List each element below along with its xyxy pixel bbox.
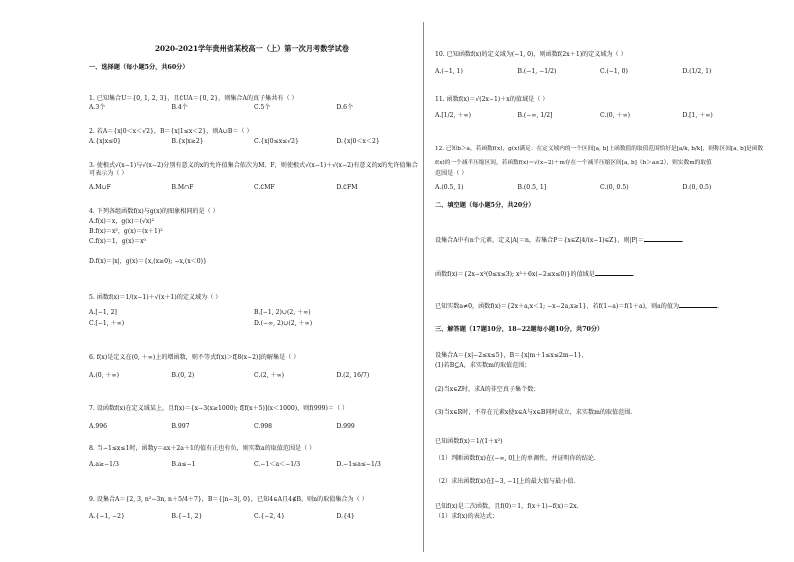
question-4-option-b: B.f(x)＝x²，g(x)＝(x＋1)² xyxy=(89,228,163,235)
question-15-end: . xyxy=(717,303,720,310)
question-9-stem: 9. 设集合A＝{2, 3, n²−3n, n＋5/4＋7}，B＝{|n−3|, 0}，已知4∈A且4∉B，则n的取值集合为（ ） xyxy=(89,496,368,503)
column-divider xyxy=(423,22,424,552)
question-12-stem-end: 范围是（ ） xyxy=(435,170,468,177)
question-14 xyxy=(435,270,765,279)
question-14-end: . xyxy=(632,271,635,278)
option-b: B.{−1, 2} xyxy=(171,513,203,520)
question-19-part-1: （1）求f(x)的表达式； xyxy=(435,513,499,520)
option-a: A.996 xyxy=(89,423,107,430)
option-b: B.[−1, 2)∪(2, ＋∞) xyxy=(254,309,311,316)
question-3-stem-cont: 可表示为（ ） xyxy=(89,170,128,177)
section-choice-heading: 一、选择题（每小题5分，共60分） xyxy=(89,64,189,71)
option-d: D.∁FM xyxy=(336,184,358,191)
question-18-part-2: （2）求出函数f(x)在[−3, −1]上的最大值与最小值. xyxy=(435,478,576,485)
question-1-options xyxy=(89,104,419,112)
option-a: A.(−1, 1) xyxy=(435,68,463,75)
option-c: C.{−2, 4} xyxy=(254,513,285,520)
question-18-part-1: （1）判断函数f(x)在(−∞, 0]上的单调性，并证明你的结论. xyxy=(435,455,596,462)
option-b: B.(−∞, 1/2] xyxy=(517,112,553,119)
question-4-option-d: D.f(x)＝|x|，g(x)＝{x,(x≥0); −x,(x＜0)} xyxy=(89,258,207,265)
question-6-options xyxy=(89,372,419,380)
option-a: A.(0, ＋∞) xyxy=(89,372,120,379)
option-a: A.[−1, 2] xyxy=(89,309,117,316)
option-d: D.6个 xyxy=(336,104,354,111)
option-b: B.(0.5, 1] xyxy=(517,184,547,191)
option-d: D.(−∞, 2)∪(2, ＋∞) xyxy=(254,319,313,327)
question-8-stem: 8. 当−1≤x≤1时，函数y＝ax＋2a＋1的值有正也有负，则实数a的取值范围是（ ） xyxy=(89,445,316,452)
question-12-options xyxy=(435,184,765,192)
option-d: D.(2, 16/7) xyxy=(336,372,370,379)
question-7-options xyxy=(89,423,419,431)
option-c: C.(0, 0.5) xyxy=(600,184,629,191)
option-a: A.a≥−1/3 xyxy=(89,461,119,468)
question-13 xyxy=(435,236,765,245)
question-14-text: 函数f(x)＝{2x−x²(0≤x≤3); x²＋6x(−2≤x≤0)}的值域是 xyxy=(435,271,595,278)
question-4-stem: 4. 下列各组函数f(x)与g(x)的图象相同的是（ ） xyxy=(89,208,219,215)
option-d: D.{4} xyxy=(336,513,355,520)
question-17-part-3: (3)当x∈R时，不存在元素x使x∈A与x∈B同时成立，求实数m的取值范围. xyxy=(435,409,633,416)
option-c: C.[−1, ＋∞) xyxy=(89,319,125,327)
option-d: D.−1≤a≤−1/3 xyxy=(336,461,381,468)
question-5-options xyxy=(89,309,419,328)
option-a: A.3个 xyxy=(89,104,106,111)
option-c: C.998 xyxy=(254,423,273,430)
section-solve-heading: 三、解答题（17题10分，18−22题每小题10分，共70分） xyxy=(435,326,604,333)
question-17-part-1: (1)若B⊆A，求实数m的取值范围； xyxy=(435,362,531,369)
question-15 xyxy=(435,302,765,311)
option-c: C.(−1, 0) xyxy=(600,68,628,75)
question-11-options xyxy=(435,112,765,120)
answer-blank xyxy=(644,236,682,242)
answer-blank xyxy=(595,270,633,276)
option-a: A.{−1, −2} xyxy=(89,513,125,520)
option-c: C.(2, ＋∞) xyxy=(254,372,285,379)
question-3-options xyxy=(89,184,419,192)
question-13-end: . xyxy=(681,237,684,244)
question-12-stem: 12. 已知b＞a，若函数f(x)，g(x)满足：在定义域内的一个区间[a, b]上函数值的取值范围恰好是[a/k, b/k]，则称区间[a, b]是函数 xyxy=(435,146,764,152)
answer-blank xyxy=(679,302,720,310)
option-a: A.[1/2, ＋∞) xyxy=(435,112,471,119)
question-2-stem: 2. 若A＝{x|0＜x＜√2}，B＝{x|1≤x＜2}，则A∪B＝（ ） xyxy=(89,128,253,135)
question-18-stem: 已知函数f(x)＝1/(1＋x²) xyxy=(435,438,503,445)
question-11-stem: 11. 函数f(x)＝√(2x−1)＋x的值域是（ ） xyxy=(435,96,549,103)
option-d: D.(0, 0.5) xyxy=(682,184,712,191)
question-17-part-2: (2)当x∈Z时，求A的非空真子集个数； xyxy=(435,386,540,393)
option-b: B.997 xyxy=(171,423,190,430)
question-12-stem-cont: f(x)的一个减半压缩区间，若函数f(x)＝√(x−2)＋m存在一个减半压缩区间[a, b]（b＞a≥2），则实数m的取值 xyxy=(435,160,712,166)
option-c: C.{x|0≤x≤√2} xyxy=(254,138,299,145)
question-8-options xyxy=(89,461,419,469)
question-6-stem: 6. f(x)是定义在(0, ＋∞)上的增函数，则不等式f(x)＞f[8(x−2)]的解集是（ ） xyxy=(89,354,300,361)
question-7-stem: 7. 设函数f(x)在定义域某上，且f(x)＝{x−3(x≥1000); f[f(x＋5)](x＜1000)，则f(999)＝（ ） xyxy=(89,405,349,412)
question-2-options xyxy=(89,138,419,146)
option-b: B.(−1, −1/2) xyxy=(517,68,557,75)
question-15-text: 已知实数a≠0，函数f(x)＝{2x＋a,x＜1; −x−2a,x≥1}，若f(1−a)＝f(1＋a)，则a的值为 xyxy=(435,303,680,310)
option-b: B.M∩F xyxy=(171,184,194,191)
option-b: B.4个 xyxy=(171,104,188,111)
question-10-options xyxy=(435,68,765,76)
question-3-stem: 3. 使根式√(x−1)与√(x−2)分别有意义的x的允许值集合依次为M、F，则使根式√(x−1)＋√(x−2)有意义的x的允许值集合 xyxy=(89,162,418,169)
question-10-stem: 10. 已知函数f(x)的定义域为(−1, 0)，则函数f(2x＋1)的定义域为（ ） xyxy=(435,51,627,58)
question-9-options xyxy=(89,513,419,521)
option-d: D.999 xyxy=(336,423,355,430)
option-d: D.{x|0＜x＜2} xyxy=(336,138,380,145)
option-c: C.(0, ＋∞) xyxy=(600,112,631,119)
section-fill-heading: 二、填空题（每小题5分，共20分） xyxy=(435,202,535,209)
question-5-stem: 5. 函数f(x)＝1/(x−1)＋√(x＋1)的定义域为（ ） xyxy=(89,294,222,301)
option-b: B.{x|x≥2} xyxy=(171,138,204,145)
option-d: D.(1/2, 1) xyxy=(682,68,712,75)
question-4-option-a: A.f(x)＝x，g(x)＝(√x)² xyxy=(89,218,155,225)
option-c: C.∁MF xyxy=(254,184,275,191)
option-c: C.5个 xyxy=(254,104,271,111)
option-d: D.[1, ＋∞) xyxy=(682,112,713,119)
question-19-stem: 已知f(x)是二次函数，且f(0)＝1，f(x＋1)−f(x)＝2x. xyxy=(435,503,579,510)
option-b: B.a≤−1 xyxy=(171,461,196,468)
option-a: A.M∪F xyxy=(89,184,111,191)
question-1-stem: 1. 已知集合U＝{0, 1, 2, 3}，且∁UA＝{0, 2}，则集合A的真子集共有（ ） xyxy=(89,95,298,102)
option-a: A.(0.5, 1) xyxy=(435,184,464,191)
question-13-text: 设集合A中有n个元素，定义|A|＝n，若集合P＝{x∈Z|4/(x−1)∈Z}，则|P|＝ xyxy=(435,237,644,244)
paper-title: 2020-2021学年贵州省某校高一（上）第一次月考数学试卷 xyxy=(155,44,349,53)
question-4-option-c: C.f(x)＝1，g(x)＝x⁰ xyxy=(89,238,146,245)
question-17-stem: 设集合A＝{x|−2≤x≤5}，B＝{x|m＋1≤x≤2m−1}， xyxy=(435,352,588,359)
option-a: A.{x|x≤0} xyxy=(89,138,122,145)
option-c: C.−1＜a＜−1/3 xyxy=(254,461,301,468)
option-b: B.(0, 2) xyxy=(171,372,195,379)
